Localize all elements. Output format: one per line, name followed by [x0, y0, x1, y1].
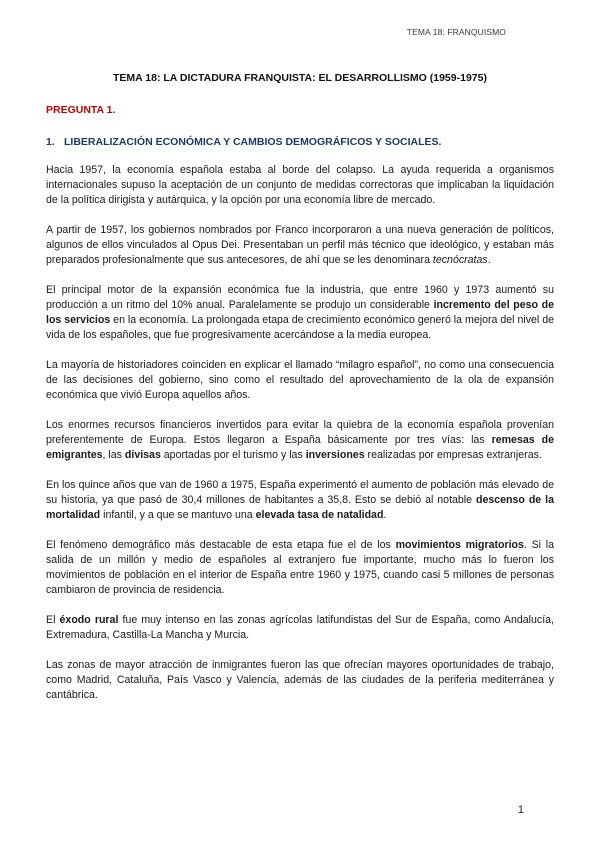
text-run: Hacia 1957, la economía española estaba al borde del colapso. La ayuda requerida a organismos internacionales supuso la aceptación de un conjunto de medidas correctoras que implicaban la liquidación de la política dirigista y autárquica, y la opción por una economía libre de mercado. [46, 164, 554, 206]
section-heading [46, 136, 441, 148]
running-header: TEMA 18: FRANQUISMO [406, 27, 506, 37]
paragraph [46, 163, 554, 208]
paragraph [46, 223, 554, 268]
section-number: 1. [46, 136, 55, 148]
paragraph [46, 538, 554, 598]
text-run: . [383, 509, 387, 521]
text-run: Los enormes recursos financieros invertidos para evitar la quiebra de la economía española provenían preferentemente de Europa. Estos llegaron a España básicamente por tres vías: las [46, 419, 554, 446]
document-title: TEMA 18: LA DICTADURA FRANQUISTA: EL DESARROLLISMO (1959-1975) [113, 72, 487, 84]
text-run: . [487, 254, 491, 266]
bold-text: incremento del peso de los servicios [46, 299, 555, 326]
paragraph [46, 418, 554, 463]
text-run: En los quince años que van de 1960 a 1975, España experimentó el aumento de población más elevado de su historia, ya que pasó de 30,4 millones de habitantes a 35,8. Esto se debió al notable [46, 479, 554, 506]
paragraph [46, 283, 554, 343]
bold-text: divisas [124, 449, 161, 461]
page-number: 1 [517, 804, 524, 816]
paragraph [46, 478, 554, 523]
paragraph [46, 358, 554, 403]
text-run: realizadas por empresas extranjeras. [364, 449, 542, 461]
bold-text: descenso de la mortalidad [46, 494, 554, 521]
question-heading: PREGUNTA 1. [46, 104, 116, 116]
body-text [46, 163, 554, 718]
text-run: A partir de 1957, los gobiernos nombrados por Franco incorporaron a una nueva generación de políticos, algunos de ellos vinculados al Opus Dei. Presentaban un perfil más técnico que ideológico, y estaban más preparados profesionalmente que sus antecesores, de ahí que se les denominara [46, 224, 554, 266]
italic-text: tecnócratas [432, 254, 488, 266]
bold-text: éxodo rural [59, 614, 119, 626]
paragraph [46, 613, 554, 643]
bold-text: movimientos migratorios [395, 539, 524, 551]
bold-text: inversiones [305, 449, 365, 461]
text-run: El [46, 614, 60, 626]
text-run: en la economía. La prolongada etapa de crecimiento económico generó la mejora del nivel de vida de los españoles, que fue progresivamente acercándose a la media europea. [46, 314, 554, 341]
section-title: LIBERALIZACIÓN ECONÓMICA Y CAMBIOS DEMOGRÁFICOS Y SOCIALES. [64, 136, 442, 148]
text-run: . Si la salida de un millón y medio de españoles al extranjero fue importante, mucho más lo fueron los movimientos de población en el interior de España entre 1960 y 1975, cuando casi 5 millones de personas cambiaron de provincia de residencia. [46, 539, 555, 596]
text-run: Las zonas de mayor atracción de inmigrantes fueron las que ofrecían mayores oportunidades de trabajo, como Madrid, Cataluña, País Vasco y Valencia, además de las ciudades de la periferia mediterránea y cantábrica. [46, 659, 554, 701]
text-run: El fenómeno demográfico más destacable de esta etapa fue el de los [46, 539, 396, 551]
bold-text: elevada tasa de natalidad [255, 509, 384, 521]
text-run: La mayoría de historiadores coinciden en explicar el llamado “milagro español”, no como una consecuencia de las decisiones del gobierno, sino como el resultado del aprovechamiento de la ola de expansión económica que vivió Europa aquellos años. [46, 359, 554, 401]
bold-text: remesas de emigrantes [46, 434, 554, 461]
text-run: fue muy intenso en las zonas agrícolas latifundistas del Sur de España, como Andalucía, Extremadura, Castilla-La Mancha y Murcia. [46, 614, 554, 641]
text-run: infantil, y a que se mantuvo una [100, 509, 256, 521]
text-run: , las [102, 449, 125, 461]
paragraph [46, 658, 554, 703]
text-run: aportadas por el turismo y las [160, 449, 306, 461]
text-run: El principal motor de la expansión económica fue la industria, que entre 1960 y 1973 aumentó su producción a un ritmo del 10% anual. Paralelamente se produjo un considerable [46, 284, 554, 311]
